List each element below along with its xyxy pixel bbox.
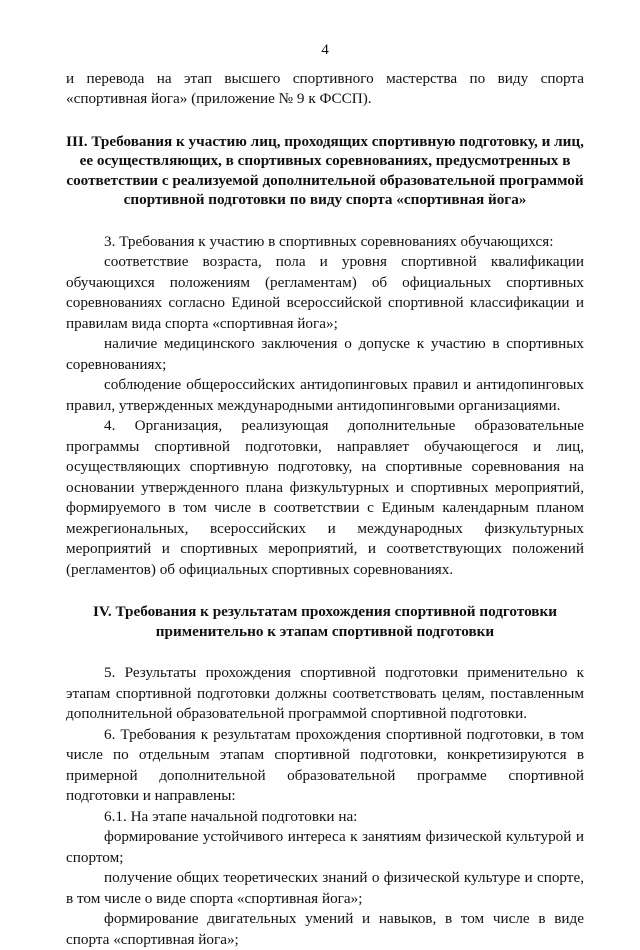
section-3-heading: III. Требования к участию лиц, проходящих спортивную подготовку, и лиц, ее осуществляющих, в спортивных соревнованиях, предусмотренных в соответствии с реализуемой дополнительной образовательной программой спортивной подготовки по виду спорта «спортивная йога» bbox=[66, 132, 584, 208]
intro-paragraph: и перевода на этап высшего спортивного мастерства по виду спорта «спортивная йога» (приложение № 9 к ФССП). bbox=[66, 69, 584, 107]
section-3-paragraph: 4. Организация, реализующая дополнительные образовательные программы спортивной подготовки, направляет обучающегося и лиц, осуществляющих спортивную подготовку, на спортивные соревнования на основании утвержденного плана физкультурных и спортивных мероприятий, формируемого в том числе в соответствии с Единым календарным планом межрегиональных, всероссийских и международных физкультурных мероприятий и спортивных мероприятий, и соответствующих положений (регламентов) об официальных спортивных соревнованиях. bbox=[66, 417, 584, 578]
section-4-heading: IV. Требования к результатам прохождения спортивной подготовки применительно к этапам спортивной подготовки bbox=[92, 603, 557, 640]
section-3-paragraph: соответствие возраста, пола и уровня спортивной квалификации обучающихся положениям (регламентам) об официальных спортивных соревнованиях согласно Единой всероссийской спортивной классификации и правилам вида спорта «спортивная йога»; bbox=[66, 253, 584, 332]
section-4-paragraph: 6.1. На этапе начальной подготовки на: bbox=[104, 807, 358, 825]
section-4-paragraph: получение общих теоретических знаний о физической культуре и спорте, в том числе о виде спорта «спортивная йога»; bbox=[66, 869, 584, 907]
section-4-paragraph: формирование устойчивого интереса к занятиям физической культурой и спортом; bbox=[66, 828, 584, 866]
page-number: 4 bbox=[321, 41, 329, 58]
section-4-paragraph: 6. Требования к результатам прохождения спортивной подготовки, в том числе по отдельным этапам спортивной подготовки, конкретизируются в примерной дополнительной образовательной программе спортивной подготовки и направлены: bbox=[66, 725, 584, 804]
section-4-paragraph: формирование двигательных умений и навыков, в том числе в виде спорта «спортивная йога»; bbox=[66, 910, 584, 948]
section-4-paragraph: 5. Результаты прохождения спортивной подготовки применительно к этапам спортивной подготовки должны соответствовать целям, поставленным дополнительной образовательной программой спортивной подготовки. bbox=[66, 664, 584, 722]
section-3-paragraph: 3. Требования к участию в спортивных соревнованиях обучающихся: bbox=[104, 232, 554, 250]
section-3-paragraph: соблюдение общероссийских антидопинговых правил и антидопинговых правил, утвержденных международными антидопинговыми организациями. bbox=[66, 376, 584, 414]
section-3-paragraph: наличие медицинского заключения о допуске к участию в спортивных соревнованиях; bbox=[66, 335, 584, 373]
